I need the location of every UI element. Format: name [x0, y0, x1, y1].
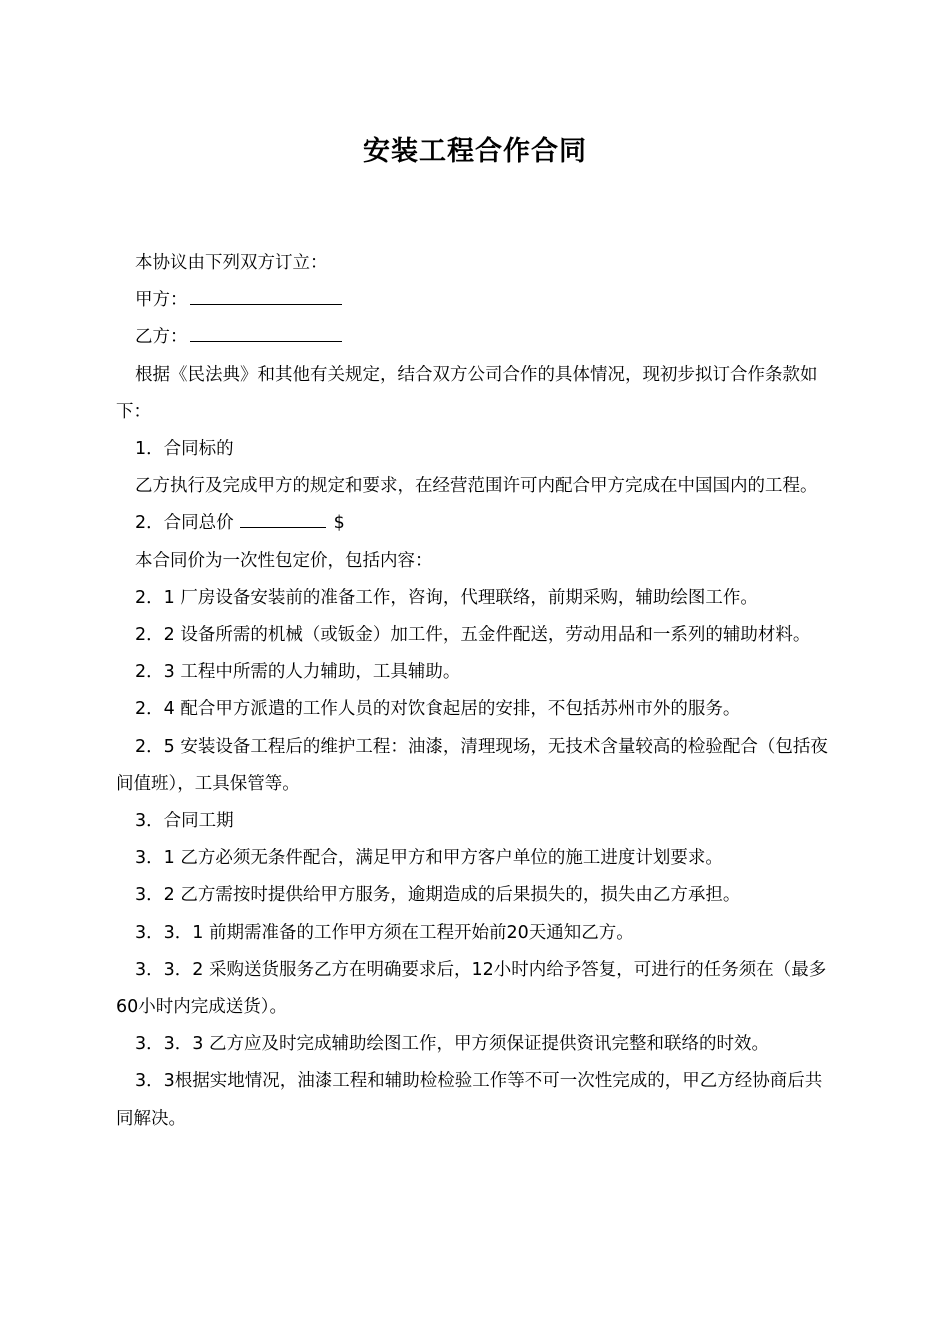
party-b-line: [116, 319, 836, 356]
clause-2-1: 2．1 厂房设备安装前的准备工作，咨询，代理联络，前期采购，辅助绘图工作。: [135, 587, 758, 608]
document-body: [116, 245, 836, 1138]
clause-3-3: 3．3根据实地情况，油漆工程和辅助检检验工作等不可一次性完成的，甲乙方经协商后共同解决。: [116, 1071, 823, 1129]
clause-3-1: 3．1 乙方必须无条件配合，满足甲方和甲方客户单位的施工进度计划要求。: [135, 848, 723, 869]
currency-symbol: $: [333, 513, 345, 534]
intro-paragraph: 本协议由下列双方订立：: [135, 253, 328, 273]
clause-2-5: 2．5 安装设备工程后的维护工程：油漆，清理现场，无技术含量较高的检验配合（包括夜间值班），工具保管等。: [116, 736, 828, 794]
section-2-heading: 2．合同总价: [135, 513, 234, 534]
preamble-paragraph: 根据《民法典》和其他有关规定，结合双方公司合作的具体情况，现初步拟订合作条款如下：: [116, 364, 818, 422]
section-3-heading: 3．合同工期: [135, 811, 234, 832]
clause-2-4: 2．4 配合甲方派遣的工作人员的对饮食起居的安排，不包括苏州市外的服务。: [135, 699, 741, 720]
section-2-heading-line: [116, 505, 836, 542]
clause-3-3-2: 3．3．2 采购送货服务乙方在明确要求后，12小时内给予答复，可进行的任务须在（最多60小时内完成送货）。: [116, 959, 827, 1018]
section-2-intro: 本合同价为一次性包定价，包括内容：: [135, 550, 433, 571]
document-title: 安装工程合作合同: [363, 136, 587, 167]
party-b-blank: [190, 325, 342, 343]
section-1-text: 乙方执行及完成甲方的规定和要求，在经营范围许可内配合甲方完成在中国国内的工程。: [135, 476, 818, 497]
party-a-label: 甲方：: [135, 290, 188, 311]
clause-3-2: 3．2 乙方需按时提供给甲方服务，逾期造成的后果损失的，损失由乙方承担。: [135, 885, 741, 906]
clause-2-3: 2．3 工程中所需的人力辅助，工具辅助。: [135, 662, 461, 683]
clause-2-2: 2．2 设备所需的机械（或钣金）加工件，五金件配送，劳动用品和一系列的辅助材料。: [135, 625, 811, 646]
party-b-label: 乙方：: [135, 327, 188, 348]
clause-3-3-1: 3．3．1 前期需准备的工作甲方须在工程开始前20天通知乙方。: [135, 922, 634, 943]
clause-3-3-3: 3．3．3 乙方应及时完成辅助绘图工作，甲方须保证提供资讯完整和联络的时效。: [135, 1034, 769, 1055]
party-a-line: [116, 282, 836, 319]
contract-price-blank: [240, 511, 326, 529]
section-1-heading: 1．合同标的: [135, 439, 234, 460]
party-a-blank: [190, 288, 342, 306]
